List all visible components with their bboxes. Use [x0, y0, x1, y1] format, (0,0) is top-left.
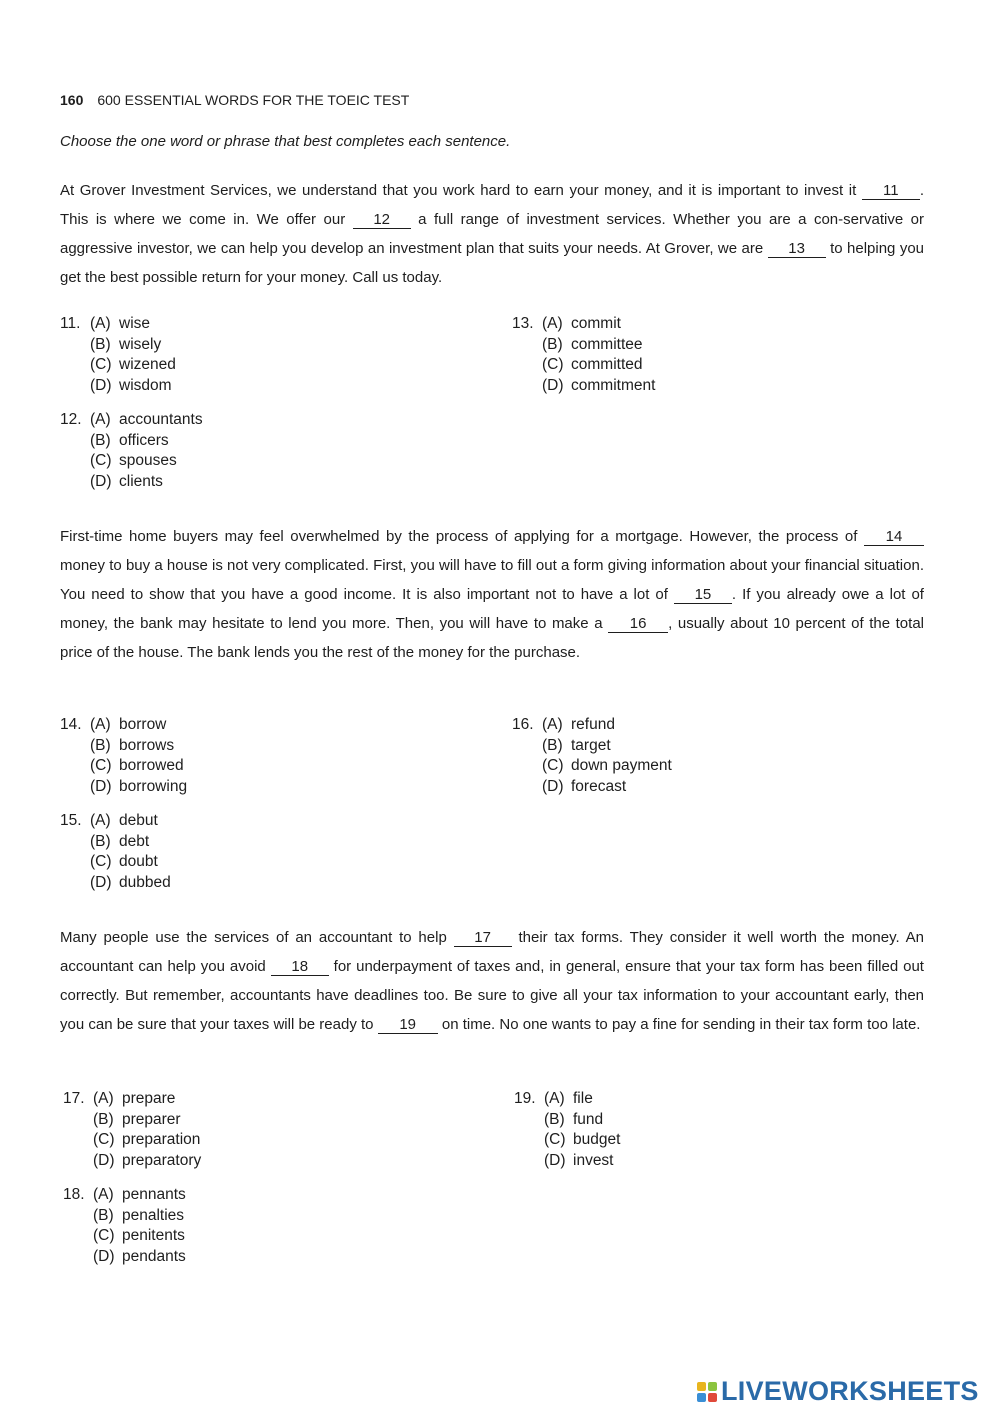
option-text: spouses: [119, 452, 177, 469]
option-text: down payment: [571, 757, 672, 774]
option-letter: (C): [542, 356, 564, 373]
option-text: committed: [571, 356, 643, 373]
option-text: penitents: [122, 1227, 185, 1244]
option-letter: (D): [542, 777, 564, 795]
option-text: file: [573, 1090, 593, 1107]
option-text: preparatory: [122, 1151, 202, 1169]
option-text: borrowing: [119, 777, 188, 795]
option-letter: (C): [544, 1131, 566, 1148]
option-letter: (B): [90, 431, 111, 449]
option-text: invest: [573, 1151, 614, 1169]
option-text: forecast: [571, 777, 627, 795]
question-15: [60, 811, 171, 893]
instructions: Choose the one word or phrase that best completes each sentence.: [60, 133, 511, 150]
option-letter: (C): [93, 1131, 115, 1148]
option-letter: (A): [542, 716, 563, 733]
option-letter: (C): [542, 757, 564, 774]
option-text: preparation: [122, 1131, 201, 1148]
option-letter: (A): [93, 1090, 114, 1107]
blank-12[interactable]: 12: [353, 211, 411, 229]
question-13: [512, 314, 655, 396]
option-text: fund: [573, 1110, 604, 1128]
passage-text: , usually about 10 percent of the total price of the house. The bank lends you the rest of the money for the purchase.: [60, 615, 924, 661]
option-letter: (C): [90, 853, 112, 870]
option-letter: (C): [90, 452, 112, 469]
question-number: 12.: [60, 411, 82, 428]
question-number: 14.: [60, 716, 82, 733]
option-text: wise: [119, 315, 151, 332]
passage-text: their tax forms. They consider it well worth the money. An accountant can help you avoid: [60, 929, 924, 975]
blank-15[interactable]: 15: [674, 586, 732, 604]
option-text: target: [571, 736, 611, 754]
logo-square: [708, 1393, 717, 1402]
question-12: [60, 410, 203, 492]
passage-text: on time. No one wants to pay a fine for sending in their tax form too late.: [437, 1016, 921, 1033]
logo-square: [708, 1382, 717, 1391]
option-text: debut: [119, 812, 158, 829]
option-text: wizened: [119, 356, 176, 373]
option-letter: (C): [90, 757, 112, 774]
option-letter: (D): [90, 777, 112, 795]
question-number: 19.: [514, 1090, 536, 1107]
option-letter: (B): [544, 1110, 565, 1128]
book-title: 600 ESSENTIAL WORDS FOR THE TOEIC TEST: [97, 92, 410, 108]
option-letter: (D): [544, 1151, 566, 1169]
option-text: dubbed: [119, 873, 171, 891]
blank-18[interactable]: 18: [271, 958, 329, 976]
passage-text: to helping you get the best possible return for your money. Call us today.: [60, 240, 925, 286]
blank-14[interactable]: 14: [864, 528, 924, 546]
blank-19[interactable]: 19: [378, 1016, 438, 1034]
option-letter: (C): [90, 356, 112, 373]
option-text: refund: [571, 716, 615, 733]
option-text: pendants: [122, 1247, 186, 1265]
page-number: 160: [60, 92, 84, 108]
option-letter: (A): [93, 1186, 114, 1203]
option-text: commitment: [571, 376, 656, 394]
passage-text: . This is where we come in. We offer our: [60, 182, 924, 228]
option-letter: (B): [93, 1110, 114, 1128]
option-text: officers: [119, 431, 169, 449]
option-text: wisely: [119, 335, 162, 353]
option-letter: (B): [90, 335, 111, 353]
option-letter: (A): [542, 315, 563, 332]
option-text: preparer: [122, 1110, 181, 1128]
option-text: prepare: [122, 1090, 176, 1107]
option-text: penalties: [122, 1206, 185, 1224]
option-letter: (A): [90, 812, 111, 829]
question-number: 13.: [512, 315, 534, 332]
question-19: [514, 1089, 620, 1171]
option-letter: (A): [90, 411, 111, 428]
option-text: borrowed: [119, 757, 184, 774]
logo-square: [697, 1393, 706, 1402]
passage-text: for underpayment of taxes and, in general, ensure that your tax form has been filled out correctly. But remember, accountants have deadlines too. Be sure to give all your tax information to your accountant early, then you can be sure that your taxes will be ready to: [60, 958, 924, 1033]
watermark-text: LIVEWORKSHEETS: [721, 1376, 979, 1406]
liveworksheets-logo-icon: [697, 1382, 717, 1402]
option-letter: (D): [90, 873, 112, 891]
option-letter: (D): [542, 376, 564, 394]
passage-2: [60, 522, 924, 667]
option-text: debt: [119, 832, 150, 850]
logo-square: [697, 1382, 706, 1391]
option-letter: (A): [544, 1090, 565, 1107]
blank-16[interactable]: 16: [608, 615, 668, 633]
option-letter: (D): [93, 1247, 115, 1265]
question-18: [63, 1185, 186, 1267]
option-text: commit: [571, 315, 621, 332]
option-text: borrow: [119, 716, 167, 733]
page-header: [60, 92, 409, 108]
blank-17[interactable]: 17: [454, 929, 512, 947]
option-letter: (D): [90, 376, 112, 394]
question-number: 17.: [63, 1090, 85, 1107]
option-letter: (B): [542, 736, 563, 754]
question-17: [63, 1089, 201, 1171]
passage-text: Many people use the services of an accountant to help: [60, 929, 454, 946]
option-text: budget: [573, 1131, 621, 1148]
question-number: 16.: [512, 716, 534, 733]
option-text: borrows: [119, 736, 175, 754]
passage-text: a full range of investment services. Whether you are a con-servative or aggressive investor, we can help you develop an investment plan that suits your needs. At Grover, we are: [60, 211, 924, 257]
option-letter: (A): [90, 315, 111, 332]
question-number: 15.: [60, 812, 82, 829]
option-letter: (B): [90, 736, 111, 754]
option-letter: (B): [90, 832, 111, 850]
blank-13[interactable]: 13: [768, 240, 826, 258]
option-text: clients: [119, 472, 163, 490]
option-text: accountants: [119, 411, 203, 428]
option-letter: (B): [542, 335, 563, 353]
passage-text: First-time home buyers may feel overwhelmed by the process of applying for a mortgage. However, the process of: [60, 528, 864, 545]
passage-1: [60, 176, 924, 292]
passage-3: [60, 923, 924, 1039]
option-letter: (D): [93, 1151, 115, 1169]
option-text: committee: [571, 335, 643, 353]
option-text: doubt: [119, 853, 158, 870]
option-text: wisdom: [119, 376, 172, 394]
liveworksheets-watermark[interactable]: [697, 1376, 979, 1407]
passage-text: . If you already owe a lot of money, the bank may hesitate to lend you more. Then, you will have to make a: [60, 586, 924, 632]
question-14: [60, 715, 187, 797]
option-letter: (D): [90, 472, 112, 490]
blank-11[interactable]: 11: [862, 182, 920, 200]
passage-text: At Grover Investment Services, we understand that you work hard to earn your money, and it is important to invest it: [60, 182, 862, 199]
question-number: 11.: [60, 315, 81, 332]
option-text: pennants: [122, 1186, 186, 1203]
question-number: 18.: [63, 1186, 85, 1203]
question-16: [512, 715, 672, 797]
option-letter: (B): [93, 1206, 114, 1224]
passage-text: money to buy a house is not very complicated. First, you will have to fill out a form giving information about your financial situation. You need to show that you have a good income. It is also important not to have a lot of: [60, 557, 924, 603]
question-11: [60, 314, 176, 396]
option-letter: (C): [93, 1227, 115, 1244]
option-letter: (A): [90, 716, 111, 733]
